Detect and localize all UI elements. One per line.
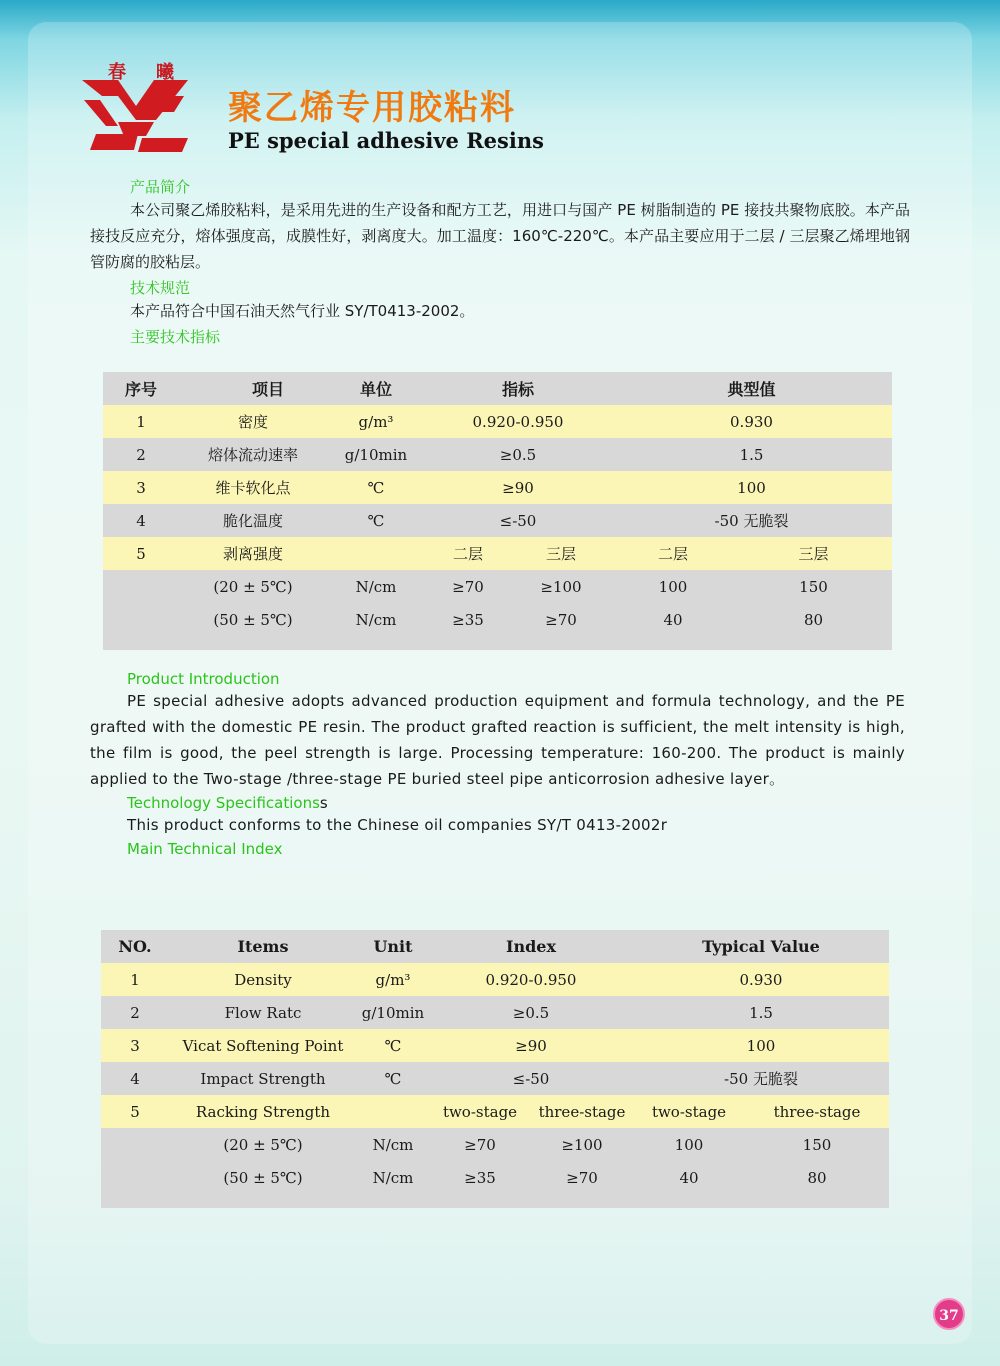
peel-subheader: three-stage <box>773 1102 861 1121</box>
table-row-peel-sub <box>101 1161 889 1194</box>
cn-intro-text: 本公司聚乙烯胶粘料，是采用先进的生产设备和配方工艺，用进口与国产 PE 树脂制造的 PE 接技共聚物底胶。本产品接技反应充分，熔体强度高，成膜性好，剥离度大。加工温度：160℃-220℃。本产品主要应用于二层 / 三层聚乙烯埋地钢管防腐的胶粘层。 <box>90 201 910 271</box>
row-unit: ℃ <box>384 1069 402 1088</box>
cn-spec-text: 本产品符合中国石油天然气行业 SY/T0413-2002。 <box>130 302 475 320</box>
row-unit: ℃ <box>384 1036 402 1055</box>
title-chinese: 聚乙烯专用胶粘料 <box>228 88 516 128</box>
row-unit: g/10min <box>344 445 408 464</box>
row-typical: 100 <box>737 478 766 497</box>
header-cell: 单位 <box>359 380 392 399</box>
peel-value: ≥100 <box>540 577 582 596</box>
row-item: Vicat Softening Point <box>182 1036 344 1055</box>
peel-value: 100 <box>674 1135 704 1154</box>
peel-value: ≥70 <box>566 1168 598 1187</box>
peel-condition: (20 ± 5℃) <box>213 577 293 596</box>
row-typical: 0.930 <box>730 412 773 431</box>
row-unit: ℃ <box>367 478 385 497</box>
table-row <box>101 996 889 1029</box>
row-no: 4 <box>130 1069 140 1088</box>
header-cell: Unit <box>373 937 413 956</box>
peel-subheader: two-stage <box>442 1102 518 1121</box>
peel-subheader: three-stage <box>538 1102 626 1121</box>
table-row-peel <box>103 537 892 570</box>
row-index: ≤-50 <box>499 511 537 530</box>
table-row-peel-sub <box>103 603 892 636</box>
peel-value: 80 <box>807 1168 827 1187</box>
peel-subheader: 三层 <box>798 545 829 563</box>
table-row-peel-sub <box>101 1128 889 1161</box>
row-unit: ℃ <box>367 511 385 530</box>
row-item: 脆化温度 <box>222 512 283 530</box>
row-item: Flow Ratc <box>224 1003 302 1022</box>
row-no: 1 <box>136 412 146 431</box>
peel-subheader: two-stage <box>651 1102 727 1121</box>
row-typical: 100 <box>746 1036 776 1055</box>
table-row-peel <box>101 1095 889 1128</box>
row-item: 维卡软化点 <box>215 479 291 497</box>
row-no: 2 <box>136 445 146 464</box>
row-typical: 1.5 <box>739 445 764 464</box>
peel-value: ≥100 <box>561 1135 603 1154</box>
peel-value: 150 <box>799 577 828 596</box>
peel-condition: (50 ± 5℃) <box>223 1168 303 1187</box>
peel-value: ≥70 <box>452 577 484 596</box>
row-unit: g/10min <box>361 1003 425 1022</box>
peel-subheader: 二层 <box>452 545 483 563</box>
table-row <box>103 471 892 504</box>
row-item: Density <box>234 970 292 989</box>
peel-value: 40 <box>679 1168 699 1187</box>
row-unit: g/m³ <box>358 412 394 431</box>
peel-subheader: 二层 <box>657 545 688 563</box>
en-spec-text: This product conforms to the Chinese oil companies SY/T 0413-2002r <box>127 816 668 834</box>
header-cell: Typical Value <box>702 937 820 956</box>
row-no: 5 <box>136 544 146 563</box>
header-cell: 序号 <box>124 380 157 399</box>
table-row <box>101 1062 889 1095</box>
row-no: 2 <box>130 1003 140 1022</box>
row-typical: -50 无脆裂 <box>724 1070 798 1088</box>
row-index: ≥90 <box>515 1036 547 1055</box>
header-cell: NO. <box>118 937 152 956</box>
row-typical: 0.930 <box>739 970 783 989</box>
row-index: 0.920-0.950 <box>472 412 564 431</box>
page-number: 37 <box>933 1298 965 1330</box>
row-index: ≤-50 <box>512 1069 550 1088</box>
row-index: 0.920-0.950 <box>485 970 577 989</box>
logo-text: 春曦 <box>108 62 204 83</box>
peel-value: ≥70 <box>464 1135 496 1154</box>
row-no: 1 <box>130 970 140 989</box>
header-cell: 典型值 <box>727 380 776 399</box>
table-header-row <box>101 930 889 963</box>
cn-intro-section <box>90 176 910 347</box>
peel-value: ≥70 <box>545 610 577 629</box>
peel-value: 150 <box>802 1135 832 1154</box>
table-row <box>103 438 892 471</box>
row-item: 剥离强度 <box>222 545 283 563</box>
table-row-peel-sub <box>103 570 892 603</box>
table-row <box>101 963 889 996</box>
row-item: 熔体流动速率 <box>207 446 298 464</box>
row-no: 3 <box>136 478 146 497</box>
header-cell: Items <box>237 937 289 956</box>
header-cell: 指标 <box>501 380 534 399</box>
peel-value: 80 <box>803 610 824 629</box>
peel-condition: (20 ± 5℃) <box>223 1135 303 1154</box>
row-no: 5 <box>130 1102 140 1121</box>
row-no: 4 <box>136 511 146 530</box>
cn-spec-table <box>103 372 892 650</box>
row-index: ≥0.5 <box>512 1003 550 1022</box>
peel-unit: N/cm <box>372 1135 414 1154</box>
cn-index-heading: 主要技术指标 <box>130 328 221 346</box>
row-index: ≥0.5 <box>499 445 537 464</box>
en-intro-section <box>90 670 905 858</box>
title-english: PE special adhesive Resins <box>228 128 544 153</box>
row-item: Racking Strength <box>195 1102 331 1121</box>
table-row <box>103 504 892 537</box>
en-intro-text: PE special adhesive adopts advanced production equipment and formula technology, and the PE grafted with the domestic PE resin. The product grafted reaction is sufficient, the melt intensity is high, the film is good, the peel strength is large. Processing temperature: 160-200. The product is mainly applied to the Two-stage /three-stage PE buried steel pipe anticorrosion adhesive layer。 <box>90 692 905 788</box>
peel-value: ≥35 <box>464 1168 496 1187</box>
peel-subheader: 三层 <box>545 545 576 563</box>
peel-condition: (50 ± 5℃) <box>213 610 293 629</box>
table-row <box>101 1029 889 1062</box>
row-typical: 1.5 <box>749 1003 773 1022</box>
header-cell: Index <box>505 937 557 956</box>
peel-value: 40 <box>663 610 683 629</box>
row-unit: g/m³ <box>375 970 411 989</box>
row-typical: -50 无脆裂 <box>714 512 789 530</box>
row-no: 3 <box>130 1036 140 1055</box>
peel-unit: N/cm <box>355 577 397 596</box>
en-index-heading: Main Technical Index <box>127 840 283 858</box>
en-intro-heading: Product Introduction <box>127 670 280 688</box>
peel-unit: N/cm <box>372 1168 414 1187</box>
company-logo <box>78 56 190 160</box>
row-item: Impact Strength <box>200 1069 326 1088</box>
cn-spec-heading: 技术规范 <box>130 279 191 297</box>
row-index: ≥90 <box>502 478 534 497</box>
row-item: 密度 <box>237 413 268 431</box>
en-spec-heading: Technology Specificationss <box>127 794 328 812</box>
en-spec-table <box>101 930 889 1208</box>
table-row <box>103 405 892 438</box>
cn-intro-heading: 产品简介 <box>130 178 191 196</box>
table-header-row <box>103 372 892 405</box>
header-cell: 项目 <box>251 380 284 399</box>
peel-value: 100 <box>658 577 688 596</box>
peel-unit: N/cm <box>355 610 397 629</box>
peel-value: ≥35 <box>452 610 484 629</box>
